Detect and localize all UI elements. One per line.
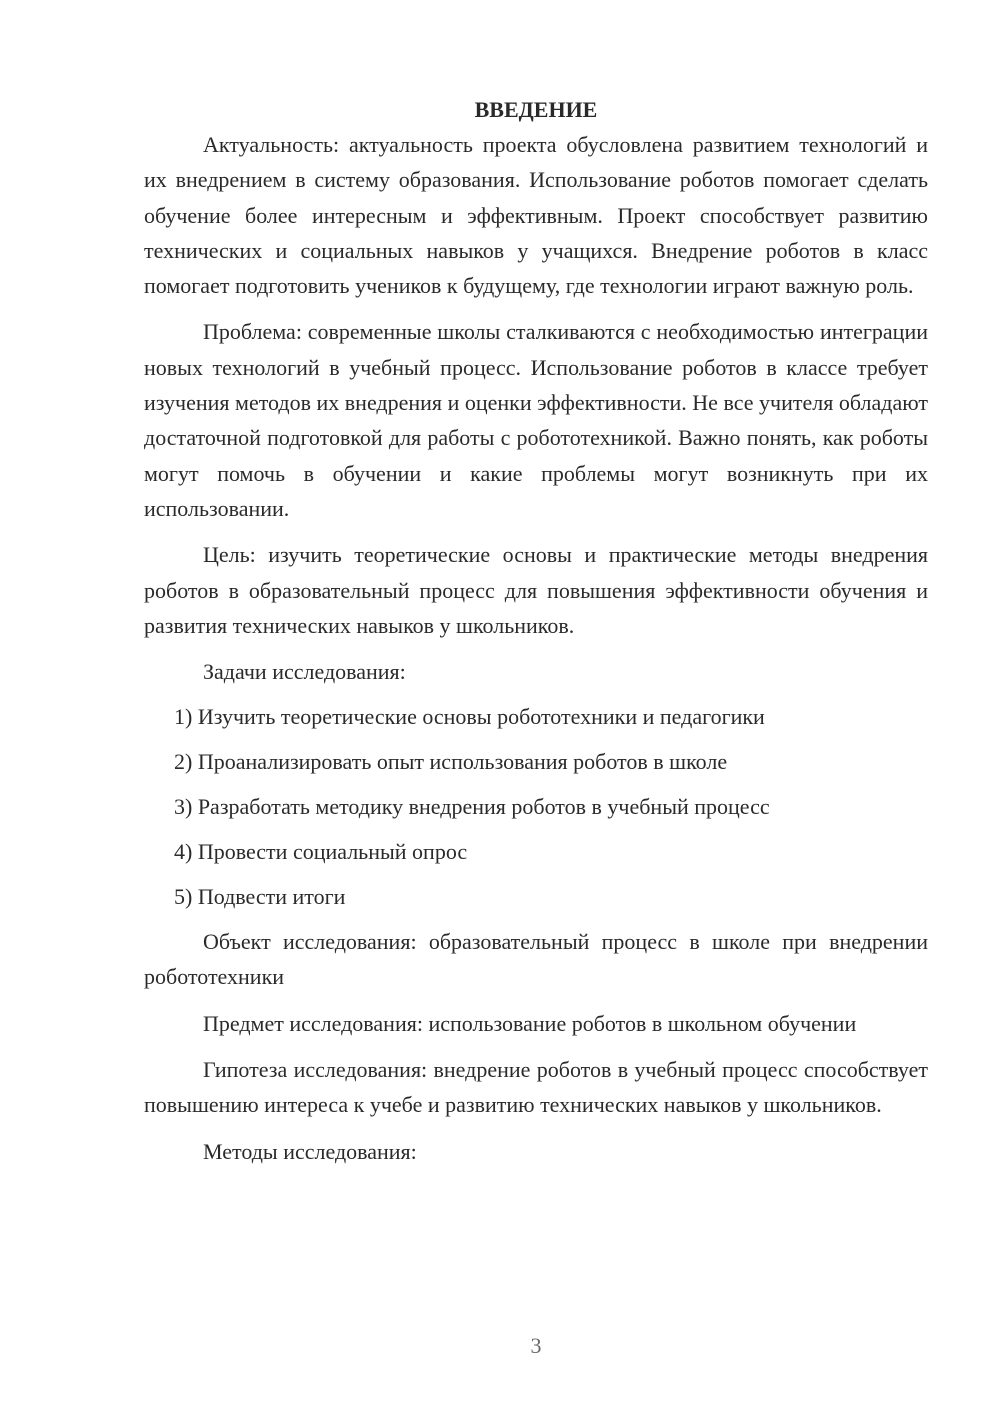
paragraph-relevance: Актуальность: актуальность проекта обусловлена развитием технологий и их внедрением в систему образования. Использование роботов помогает сделать обучение более интересным и эффективным. Проект способствует развитию технических и социальных навыков у учащихся. Внедрение роботов в класс помогает подготовить учеников к будущему, где технологии играют важную роль. bbox=[144, 132, 928, 299]
paragraph-subject: Предмет исследования: использование роботов в школьном обучении bbox=[203, 1010, 857, 1036]
list-item: 1) Изучить теоретические основы робототехники и педагогики bbox=[174, 704, 765, 730]
section-heading: ВВЕДЕНИЕ bbox=[474, 97, 598, 122]
paragraph-hypothesis: Гипотеза исследования: внедрение роботов в учебный процесс способствует повышению интереса к учебе и развитию технических навыков у школьников. bbox=[144, 1057, 928, 1118]
tasks-title: Задачи исследования: bbox=[203, 659, 406, 685]
paragraph-goal: Цель: изучить теоретические основы и практические методы внедрения роботов в образовательный процесс для повышения эффективности обучения и развития технических навыков у школьников. bbox=[144, 542, 928, 638]
paragraph-problem: Проблема: современные школы сталкиваются с необходимостью интеграции новых технологий в учебный процесс. Использование роботов в классе требует изучения методов их внедрения и оценки эффективности. Не все учителя обладают достаточной подготовкой для работы с робототехникой. Важно понять, как роботы могут помочь в обучении и какие проблемы могут возникнуть при их использовании. bbox=[144, 319, 928, 521]
list-item: 3) Разработать методику внедрения роботов в учебный процесс bbox=[174, 794, 770, 820]
list-item: 4) Провести социальный опрос bbox=[174, 839, 468, 865]
tasks-list bbox=[144, 699, 928, 914]
list-item: 2) Проанализировать опыт использования роботов в школе bbox=[174, 749, 728, 775]
page-number: 3 bbox=[530, 1333, 542, 1358]
paragraph-object: Объект исследования: образовательный процесс в школе при внедрении робототехники bbox=[144, 929, 928, 990]
page-content bbox=[144, 92, 928, 1179]
methods-title: Методы исследования: bbox=[203, 1138, 417, 1164]
list-item: 5) Подвести итоги bbox=[174, 884, 346, 910]
